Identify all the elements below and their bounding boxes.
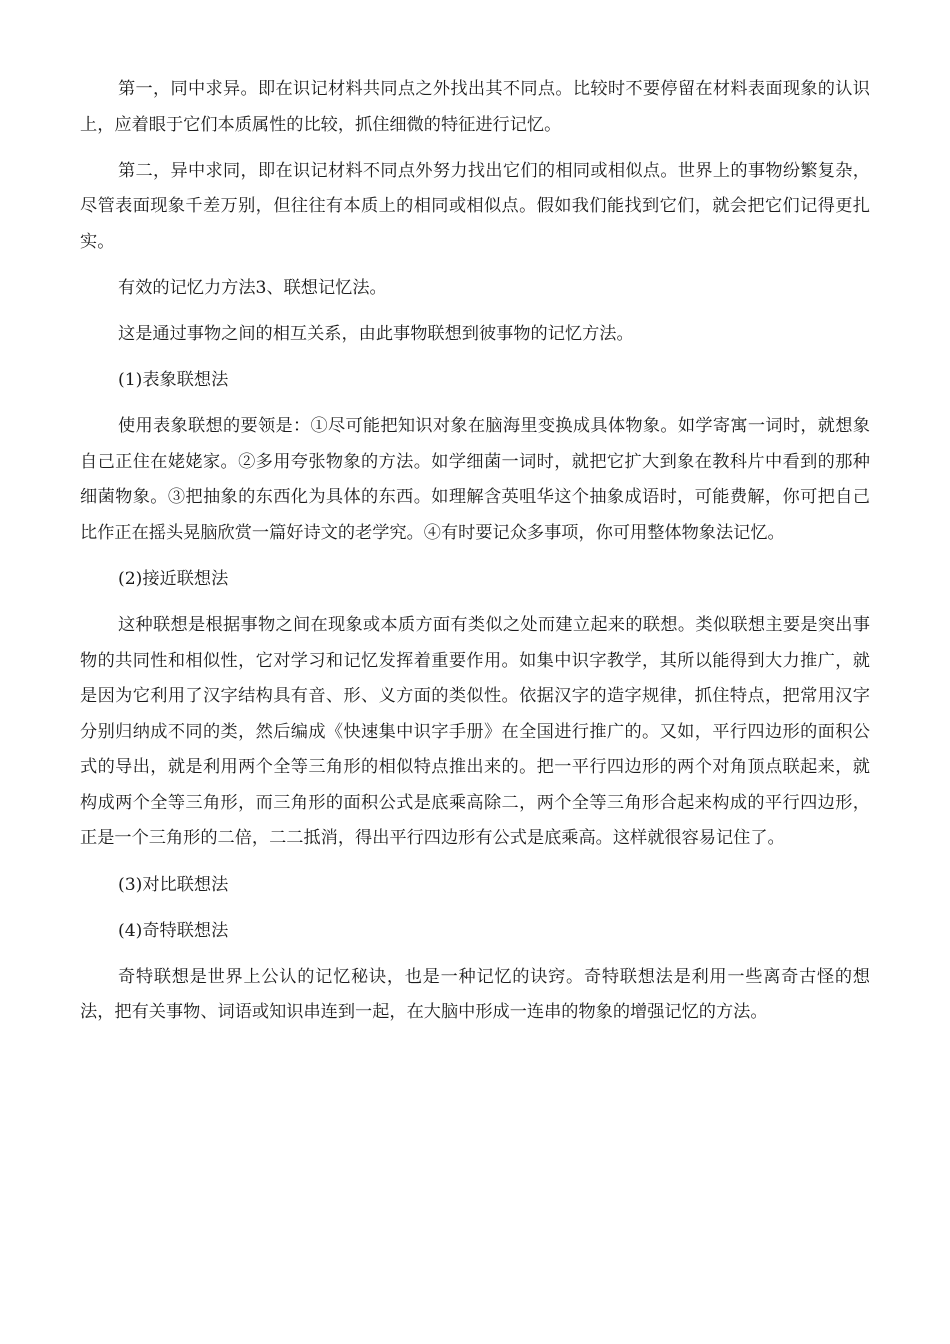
document-body bbox=[80, 72, 870, 1042]
subheading-bizarre-association: (4)奇特联想法 bbox=[118, 920, 229, 941]
subheading-image-association: (1)表象联想法 bbox=[118, 370, 229, 391]
paragraph-bizarre-association: 奇特联想是世界上公认的记忆秘诀，也是一种记忆的诀窍。奇特联想法是利用一些离奇古怪的想法，把有关事物、词语或知识串连到一起，在大脑中形成一连串的物象的增强记忆的方法。 bbox=[80, 966, 870, 1023]
paragraph-same-seek-difference: 第一，同中求异。即在识记材料共同点之外找出其不同点。比较时不要停留在材料表面现象的认识上，应着眼于它们本质属性的比较，抓住细微的特征进行记忆。 bbox=[80, 79, 870, 135]
paragraph-association-definition: 这是通过事物之间的相互关系，由此事物联想到彼事物的记忆方法。 bbox=[118, 324, 634, 345]
paragraph-image-association: 使用表象联想的要领是：①尽可能把知识对象在脑海里变换成具体物象。如学寄寓一词时，就想象自己正住在姥姥家。②多用夸张物象的方法。如学细菌一词时，就把它扩大到象在教科片中看到的那种细菌物象。③把抽象的东西化为具体的东西。如理解含英咀华这个抽象成语时，可能费解，你可把自己比作正在摇头晃脑欣赏一篇好诗文的老学究。④有时要记众多事项，你可用整体物象法记忆。 bbox=[80, 416, 870, 543]
paragraph-difference-seek-same: 第二，异中求同，即在识记材料不同点外努力找出它们的相同或相似点。世界上的事物纷繁复杂，尽管表面现象千差万别，但往往有本质上的相同或相似点。假如我们能找到它们，就会把它们记得更扎实。 bbox=[80, 160, 870, 252]
subheading-contrast-association: (3)对比联想法 bbox=[118, 874, 229, 895]
section-heading-association-memory: 有效的记忆力方法3、联想记忆法。 bbox=[118, 277, 387, 298]
paragraph-proximity-association: 这种联想是根据事物之间在现象或本质方面有类似之处而建立起来的联想。类似联想主要是突出事物的共同性和相似性，它对学习和记忆发挥着重要作用。如集中识字教学，其所以能得到大力推广，就是因为它利用了汉字结构具有音、形、义方面的类似性。依据汉字的造字规律，抓住特点，把常用汉字分别归纳成不同的类，然后编成《快速集中识字手册》在全国进行推广的。又如，平行四边形的面积公式的导出，就是利用两个全等三角形的相似特点推出来的。把一平行四边形的两个对角顶点联起来，就构成两个全等三角形，而三角形的面积公式是底乘高除二，两个全等三角形合起来构成的平行四边形，正是一个三角形的二倍，二二抵消，得出平行四边形有公式是底乘高。这样就很容易记住了。 bbox=[80, 615, 870, 849]
subheading-proximity-association: (2)接近联想法 bbox=[118, 569, 229, 590]
